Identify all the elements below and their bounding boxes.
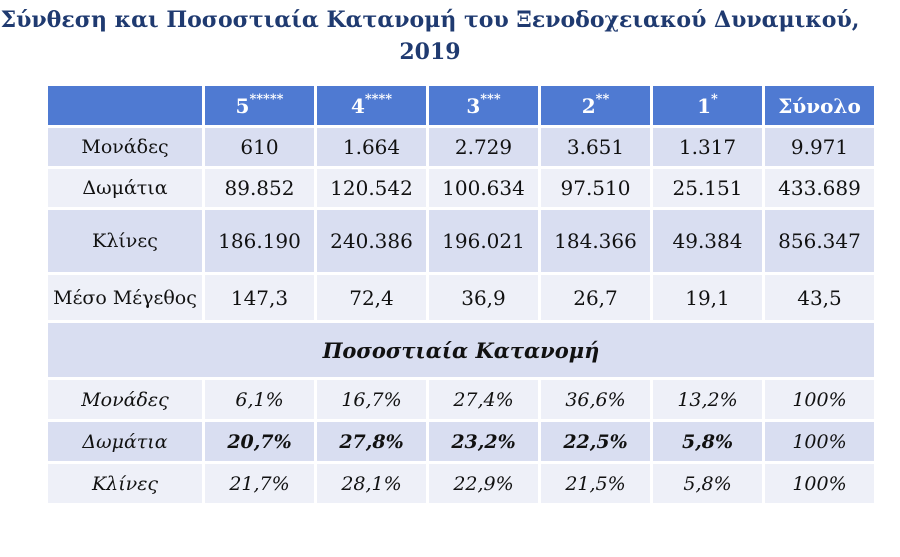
table-cell: 433.689 <box>765 169 874 207</box>
table-cell: 5,8% <box>653 422 762 461</box>
row-label: Μονάδες <box>48 128 202 166</box>
table-cell: 22,5% <box>541 422 650 461</box>
table-cell: 25.151 <box>653 169 762 207</box>
header-cell: 2** <box>541 86 650 125</box>
table-cell: 184.366 <box>541 210 650 272</box>
table-cell: 100.634 <box>429 169 538 207</box>
table-cell: 610 <box>205 128 314 166</box>
header-cell: Σύνολο <box>765 86 874 125</box>
table-row <box>48 275 874 320</box>
header-cell: 4**** <box>317 86 426 125</box>
table-cell: 21,7% <box>205 464 314 503</box>
table-cell: 49.384 <box>653 210 762 272</box>
table-cell: 89.852 <box>205 169 314 207</box>
table-cell: 120.542 <box>317 169 426 207</box>
hotel-capacity-table <box>45 83 877 506</box>
table-row <box>48 169 874 207</box>
table-cell: 23,2% <box>429 422 538 461</box>
table-cell: 36,9 <box>429 275 538 320</box>
table-cell: 100% <box>765 422 874 461</box>
row-label: Μονάδες <box>48 380 202 419</box>
section-row <box>48 323 874 377</box>
table-cell: 9.971 <box>765 128 874 166</box>
table-cell: 100% <box>765 380 874 419</box>
table-cell: 240.386 <box>317 210 426 272</box>
table-cell: 856.347 <box>765 210 874 272</box>
table-cell: 20,7% <box>205 422 314 461</box>
table-row <box>48 128 874 166</box>
title-line-1: Σύνθεση και Ποσοστιαία Κατανομή του Ξενοδοχειακού Δυναμικού, <box>0 7 860 33</box>
table-cell: 27,8% <box>317 422 426 461</box>
table-row <box>48 380 874 419</box>
table-cell: 3.651 <box>541 128 650 166</box>
row-label: Δωμάτια <box>48 169 202 207</box>
table-cell: 97.510 <box>541 169 650 207</box>
table-cell: 26,7 <box>541 275 650 320</box>
table-cell: 72,4 <box>317 275 426 320</box>
title-line-2: 2019 <box>399 39 461 65</box>
table-cell: 36,6% <box>541 380 650 419</box>
row-label: Κλίνες <box>48 210 202 272</box>
table-cell: 43,5 <box>765 275 874 320</box>
table-cell: 28,1% <box>317 464 426 503</box>
page-title <box>0 4 860 68</box>
table-cell: 16,7% <box>317 380 426 419</box>
row-label: Δωμάτια <box>48 422 202 461</box>
table-cell: 186.190 <box>205 210 314 272</box>
table-cell: 5,8% <box>653 464 762 503</box>
header-corner <box>48 86 202 125</box>
header-cell: 5***** <box>205 86 314 125</box>
table-cell: 19,1 <box>653 275 762 320</box>
table-row <box>48 422 874 461</box>
table-cell: 1.317 <box>653 128 762 166</box>
row-label: Μέσο Μέγεθος <box>48 275 202 320</box>
table-cell: 100% <box>765 464 874 503</box>
header-cell: 3*** <box>429 86 538 125</box>
table-row <box>48 464 874 503</box>
section-title: Ποσοστιαία Κατανομή <box>48 323 874 377</box>
header-row <box>48 86 874 125</box>
table-cell: 21,5% <box>541 464 650 503</box>
table-cell: 2.729 <box>429 128 538 166</box>
table-cell: 27,4% <box>429 380 538 419</box>
table-cell: 22,9% <box>429 464 538 503</box>
row-label: Κλίνες <box>48 464 202 503</box>
header-cell: 1* <box>653 86 762 125</box>
table-cell: 6,1% <box>205 380 314 419</box>
table-cell: 1.664 <box>317 128 426 166</box>
table-cell: 13,2% <box>653 380 762 419</box>
table-row <box>48 210 874 272</box>
table-cell: 196.021 <box>429 210 538 272</box>
table-cell: 147,3 <box>205 275 314 320</box>
